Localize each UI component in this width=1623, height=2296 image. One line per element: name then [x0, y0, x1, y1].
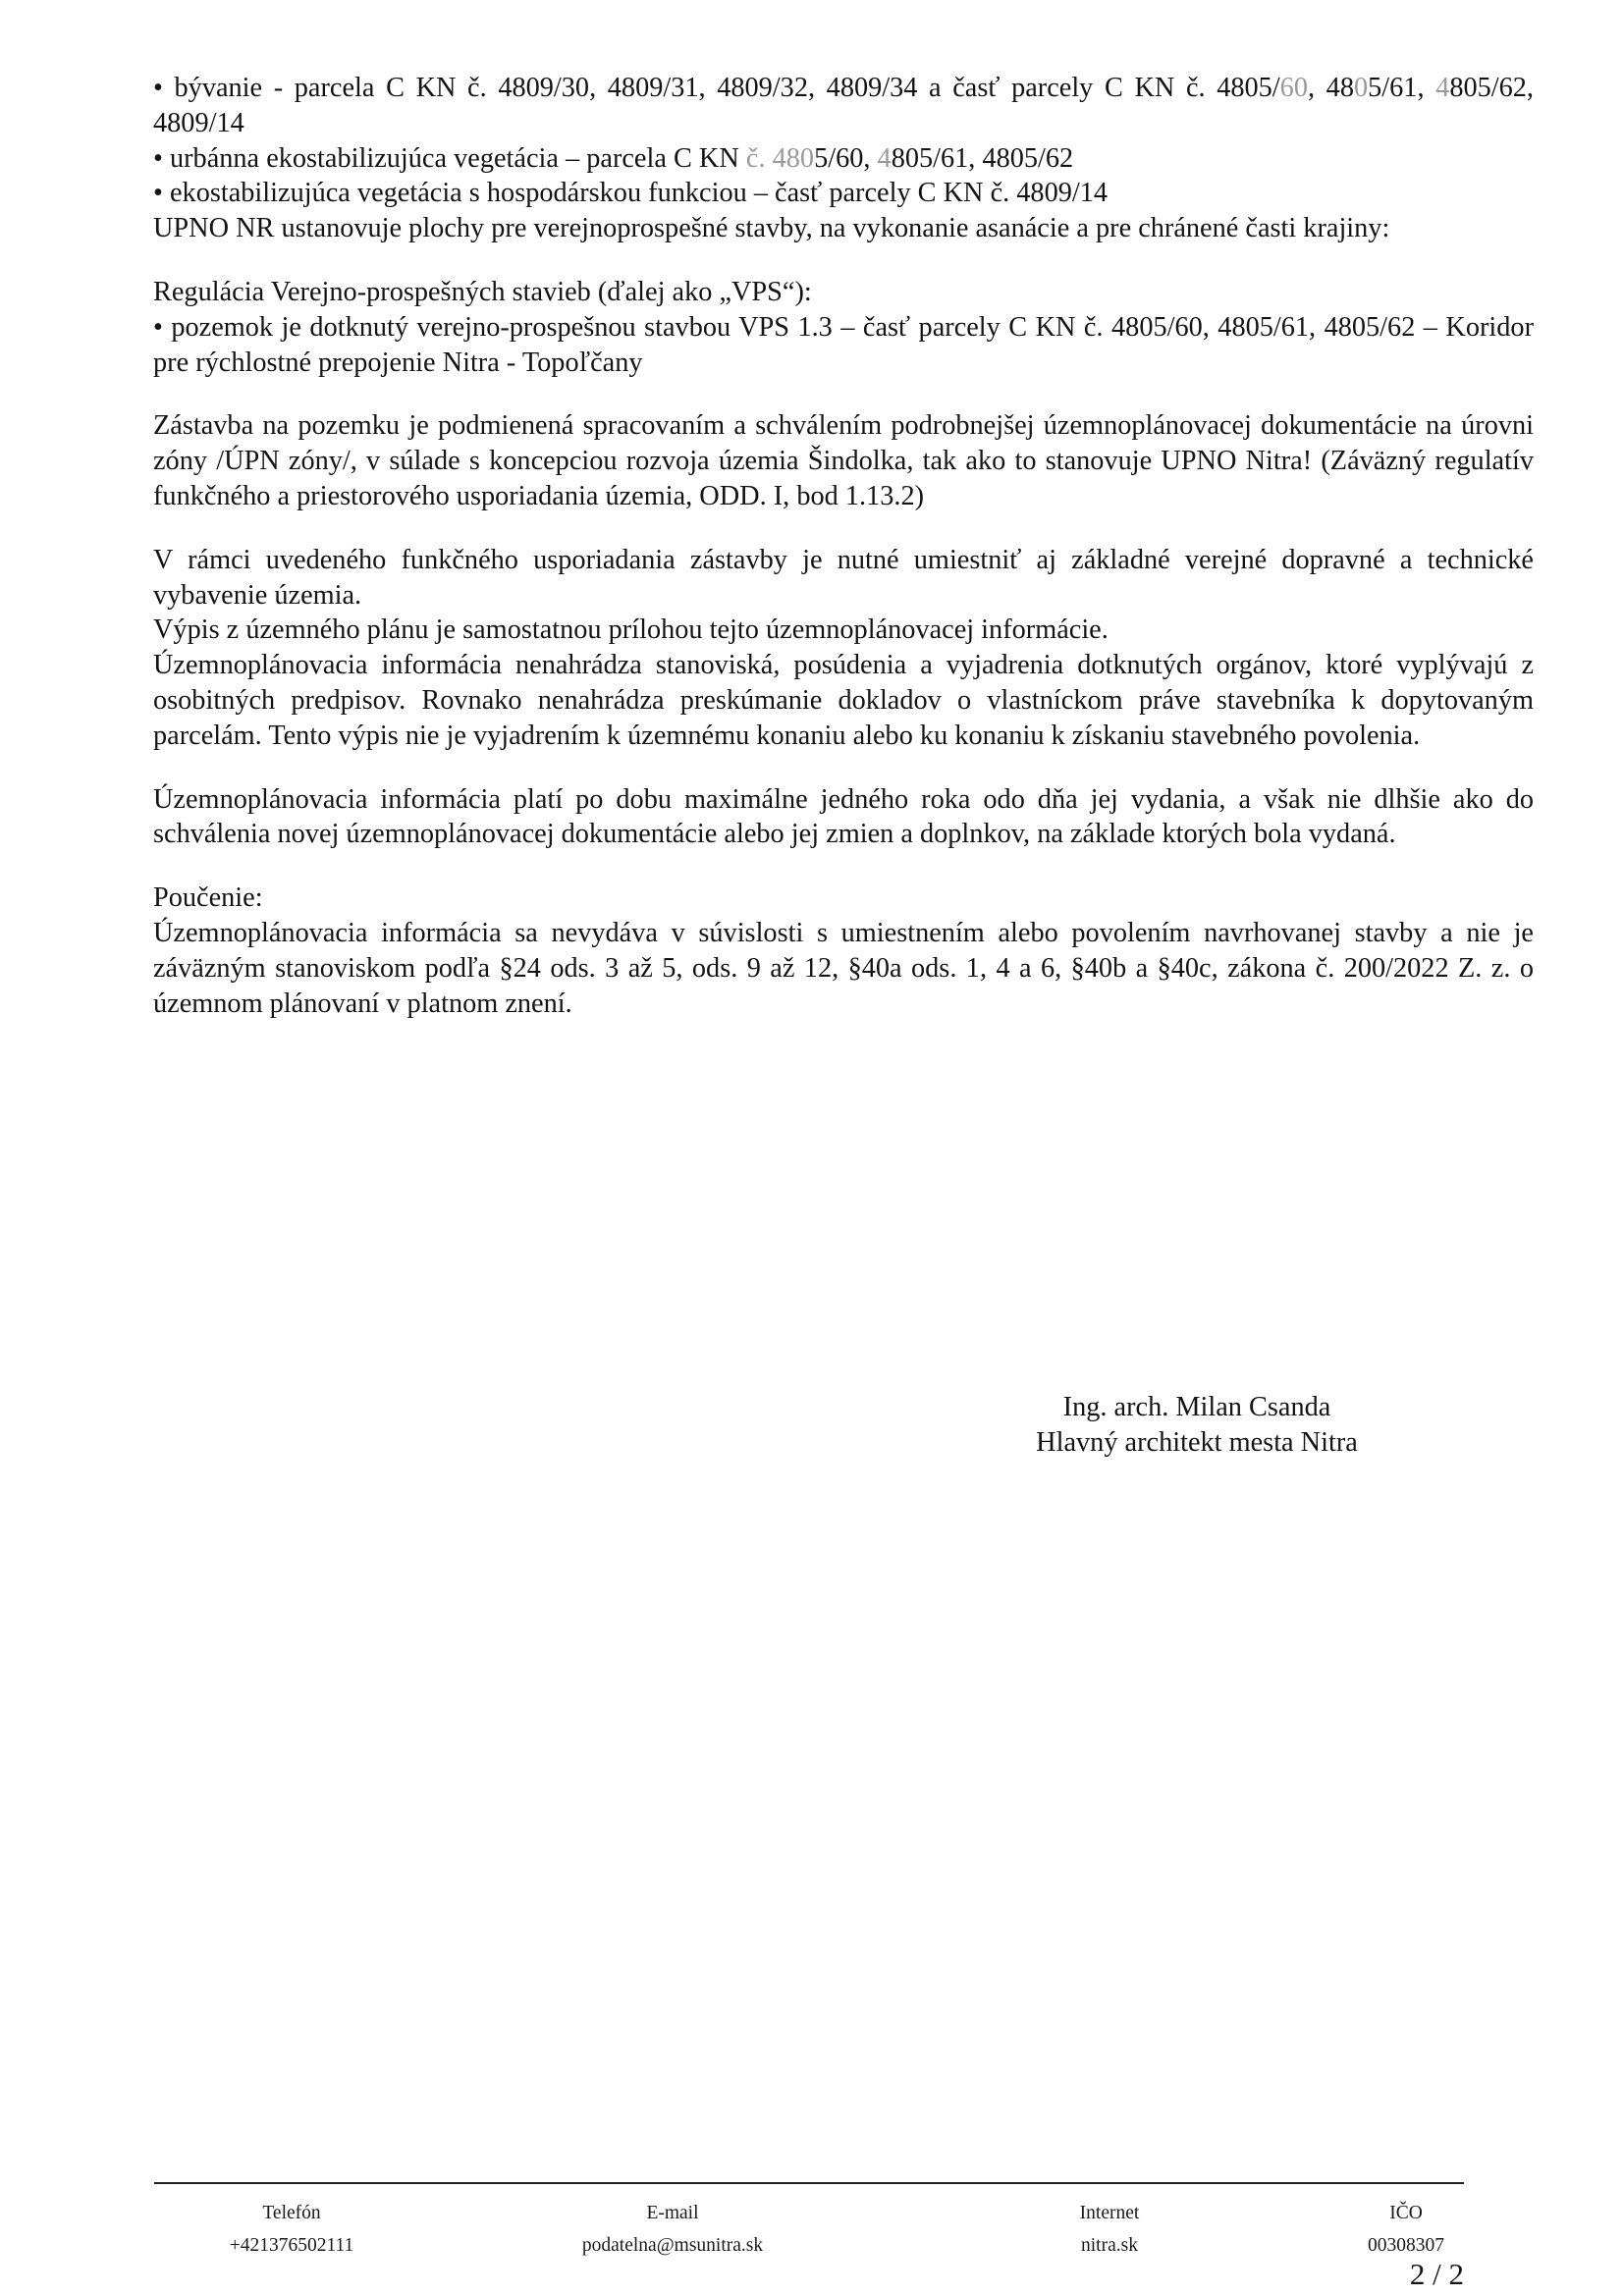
signatory-name: Ing. arch. Milan Csanda [1062, 1392, 1331, 1422]
text-run: 4 [877, 142, 892, 174]
vps-heading: Regulácia Verejno-prospešných stavieb (ďalej ako „VPS“): [153, 276, 812, 307]
bullet-urbanna [153, 141, 1534, 177]
paragraph-gap [153, 754, 1534, 782]
text-run: • urbánna ekostabilizujúca vegetácia – parcela C KN [153, 142, 746, 174]
text-run: , 48 [1307, 73, 1354, 103]
text-run: 805/61, 4805/62 [891, 142, 1074, 174]
signatory-title: Hlavný architekt mesta Nitra [1036, 1427, 1358, 1458]
text-run: 6 [1279, 73, 1294, 103]
signature-block [982, 1390, 1412, 1461]
text-run: 0 [799, 142, 815, 174]
footer-phone [144, 2197, 439, 2262]
text-run: 0 [1293, 73, 1308, 103]
text-run: 0 [1353, 73, 1369, 103]
footer-internet [962, 2197, 1257, 2262]
footer-divider [154, 2182, 1464, 2184]
poucenie-text: Územnoplánovacia informácia sa nevydáva v súvislosti s umiestnením alebo povolením navrhovanej stavby a nie je záväzným stanoviskom podľa §24 ods. 3 až 5, ods. 9 až 12, §40a ods. 1, 4 a 6, §40b a §40c, zákona č. 200/2022 Z. z. o územnom plánovaní v platnom znení. [153, 917, 1534, 1019]
text-run: • bývanie - parcela C KN č. 4809/30, 4809/31, 4809/32, 4809/34 a časť parcely C KN č. 4805/ [153, 73, 1280, 103]
vps-item: • pozemok je dotknutý verejno-prospešnou stavbou VPS 1.3 – časť parcely C KN č. 4805/60, 4805/61, 4805/62 – Koridor pre rýchlostné prepojenie Nitra - Topoľčany [153, 311, 1534, 378]
nenahradza-paragraph: Územnoplánovacia informácia nenahrádza stanoviská, posúdenia a vyjadrenia dotknutých orgánov, ktoré vyplývajú z osobitných predpisov. Rovnako nenahrádza preskúmanie dokladov o vlastníckom práve stavebníka k dopytovaným parcelám. Tento výpis nie je vyjadrením k územnému konaniu alebo ku konaniu k získaniu stavebného povolenia. [153, 650, 1534, 751]
text-run: č. 48 [745, 142, 800, 174]
text-run: 4 [1435, 73, 1450, 103]
bullet-ekostabilizujuca: • ekostabilizujúca vegetácia s hospodárskou funkciou – časť parcely C KN č. 4809/14 [153, 178, 1109, 209]
footer-email [525, 2197, 820, 2262]
upno-statement: UPNO NR ustanovuje plochy pre verejnoprospešné stavby, na vykonanie asanácie a pre chránené časti krajiny: [153, 213, 1390, 244]
v-ramci-paragraph: V rámci uvedeného funkčného usporiadania zástavby je nutné umiestniť aj základné verejné dopravné a technické vybavenie územia. [153, 544, 1534, 611]
zastavba-paragraph: Zástavba na pozemku je podmienená spracovaním a schválením podrobnejšej územnoplánovacej dokumentácie na úrovni zóny /ÚPN zóny/, v súlade s koncepciou rozvoja územia Šindolka, tak ako to stanovuje UPNO Nitra! (Záväzný regulatív funkčného a priestorového usporiadania územia, ODD. I, bod 1.13.2) [153, 410, 1534, 511]
page-number: 2 / 2 [1409, 2257, 1464, 2291]
footer-email-value: podatelna@msunitra.sk [581, 2235, 764, 2256]
footer-ico-label: IČO [1389, 2203, 1423, 2223]
footer-ico-value: 00308307 [1368, 2235, 1444, 2256]
paragraph-gap [153, 514, 1534, 543]
paragraph-gap [153, 246, 1534, 275]
text-run: 5/60, [814, 142, 878, 174]
footer-ico [1259, 2197, 1553, 2262]
footer-email-label: E-mail [646, 2203, 699, 2223]
footer-internet-value: nitra.sk [1081, 2235, 1138, 2256]
text-run: 805/62, 4809/14 [153, 73, 1534, 138]
poucenie-label: Poučenie: [153, 882, 263, 914]
text-run: 5/61, [1368, 73, 1436, 103]
footer-phone-label: Telefón [262, 2203, 321, 2223]
vypis-paragraph: Výpis z územného plánu je samostatnou prílohou tejto územnoplánovacej informácie. [153, 614, 1109, 646]
paragraph-gap [153, 380, 1534, 408]
plati-paragraph: Územnoplánovacia informácia platí po dobu maximálne jedného roka odo dňa jej vydania, a však nie dlhšie ako do schválenia novej územnoplánovacej dokumentácie alebo jej zmien a doplnkov, na základe ktorých bola vydaná. [153, 783, 1534, 850]
footer-internet-label: Internet [1079, 2203, 1140, 2223]
footer-phone-value: +421376502111 [229, 2235, 354, 2256]
bullet-byvanie [153, 71, 1534, 141]
document-body [153, 71, 1534, 1021]
paragraph-gap [153, 852, 1534, 881]
